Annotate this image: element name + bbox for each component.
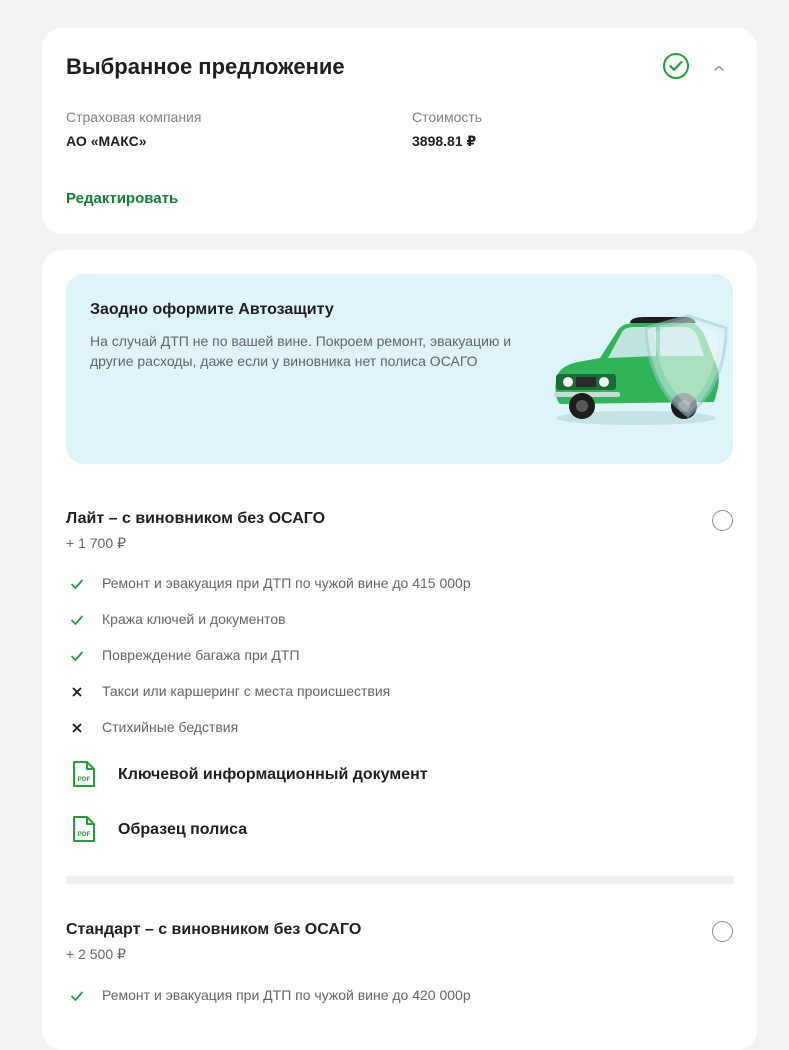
plan-divider (66, 876, 733, 884)
company-value: АО «МАКС» (66, 133, 147, 149)
promo-title: Заодно оформите Автозащиту (90, 301, 334, 318)
plan-price-lite: + 1 700 ₽ (66, 535, 126, 551)
feature-text: Ремонт и эвакуация при ДТП по чужой вине до 415 000р (102, 575, 471, 591)
cross-icon (70, 685, 84, 699)
plan-title-lite: Лайт – с виновником без ОСАГО (66, 510, 326, 527)
feature-text: Стихийные бедствия (102, 719, 239, 735)
feature-text: Повреждение багажа при ДТП (102, 647, 300, 663)
cost-value: 3898.81 ₽ (412, 133, 477, 149)
company-label: Страховая компания (66, 109, 202, 125)
plan-radio-standard[interactable] (712, 921, 733, 942)
feature-item (66, 610, 726, 630)
feature-item (66, 682, 726, 702)
selected-offer-card (42, 28, 757, 234)
plan-price-standard: + 2 500 ₽ (66, 946, 126, 962)
selected-offer-title: Выбранное предложение (66, 54, 345, 79)
check-icon (70, 577, 84, 591)
edit-link[interactable]: Редактировать (66, 190, 179, 207)
pdf-icon (72, 815, 96, 843)
feature-item (66, 986, 726, 1006)
feature-text: Такси или каршеринг с места происшествия (102, 683, 391, 699)
cost-label: Стоимость (412, 109, 483, 125)
promo-text: На случай ДТП не по вашей вине. Покроем ремонт, эвакуацию и другие расходы, даже если у виновника нет полиса ОСАГО (90, 333, 512, 369)
document-link-policy-sample[interactable] (66, 815, 666, 845)
feature-item (66, 718, 726, 738)
check-icon (70, 989, 84, 1003)
check-icon (70, 649, 84, 663)
plan-radio-lite[interactable] (712, 510, 733, 531)
cross-icon (70, 721, 84, 735)
car-shield-illustration (548, 314, 728, 429)
chevron-up-icon[interactable] (712, 60, 726, 70)
plan-title-standard: Стандарт – с виновником без ОСАГО (66, 921, 362, 938)
promo-banner (66, 274, 733, 464)
autoprotection-card (42, 250, 757, 1050)
feature-item (66, 574, 726, 594)
document-label: Ключевой информационный документ (118, 766, 428, 783)
feature-text: Кража ключей и документов (102, 611, 286, 627)
document-label: Образец полиса (118, 821, 248, 838)
svg-text:PDF: PDF (77, 776, 91, 783)
feature-text: Ремонт и эвакуация при ДТП по чужой вине до 420 000р (102, 987, 471, 1003)
check-icon (70, 613, 84, 627)
svg-text:PDF: PDF (77, 831, 91, 838)
document-link-kid[interactable] (66, 760, 666, 790)
feature-item (66, 646, 726, 666)
pdf-icon (72, 760, 96, 788)
check-circle-icon (663, 53, 689, 79)
